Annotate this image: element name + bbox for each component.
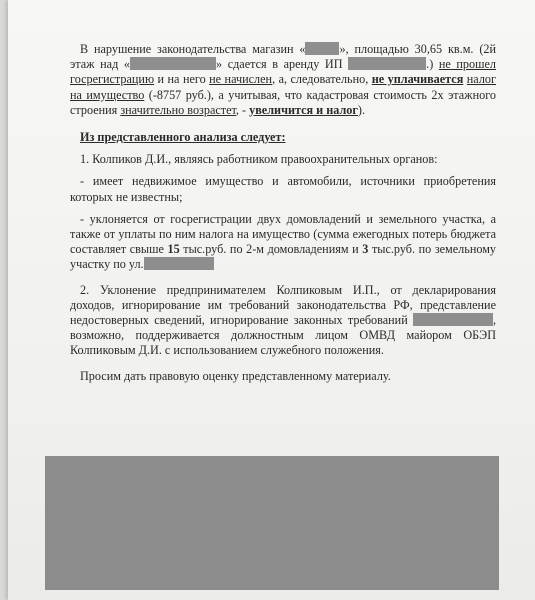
text-fragment: тыс.руб. по земельному участку по ул. xyxy=(70,242,497,272)
text-fragment: (-8757 руб.), а учитывая, что кадастровая стоимость 2х этажного строения xyxy=(70,87,497,117)
spacer xyxy=(70,359,496,369)
redaction-block xyxy=(348,57,426,70)
signature-redaction-block xyxy=(45,456,499,590)
text-fragment: - уклоняется от госрегистрации двух домовладений и земельного участка, а также от уплаты по ним налога на имущество (сумма ежегодных потерь бюджета составляет свыше xyxy=(70,211,496,257)
text-fragment: ). xyxy=(357,102,366,117)
text-fragment: В нарушение законодательства магазин « xyxy=(80,42,306,56)
emphasized-text: увеличится и налог xyxy=(249,102,358,117)
sub-item-tax-evasion xyxy=(70,212,496,273)
spacer xyxy=(70,205,496,212)
closing-request: Просим дать правовую оценку представленному материалу. xyxy=(80,368,391,383)
amount-value: 3 xyxy=(362,242,369,257)
underlined-text: налог на имущество xyxy=(70,72,496,102)
redaction-block xyxy=(305,42,339,55)
text-fragment: (2й этаж над « xyxy=(70,42,496,72)
text-fragment: 2. Уклонение предпринимателем Колпиковым И.П., от декларирования доходов, игнорирование им требований законодательства РФ, представление недостоверных сведений, игнорирование законных требований xyxy=(70,282,496,328)
letter-body xyxy=(70,42,496,384)
redaction-block xyxy=(144,257,214,270)
text-fragment: тыс.руб. по 2-м домовладениям и xyxy=(179,242,363,257)
paragraph-violation xyxy=(70,42,496,118)
text-fragment: », площадью 30,65 кв.м. xyxy=(339,42,474,56)
section-heading: Из представленного анализа следует: xyxy=(80,130,286,145)
spacer xyxy=(70,167,496,174)
spacer xyxy=(70,145,496,152)
text-fragment: и на него xyxy=(154,72,210,87)
underlined-text: госрегистрацию xyxy=(70,72,155,87)
text-fragment: , а, следовательно, xyxy=(272,72,372,87)
text-fragment: , возможно, поддерживается должностным лицом ОМВД майором ОБЭП Колпиковым Д.И. с использованием служебного положения. xyxy=(70,313,496,358)
sub-item-property: - имеет недвижимое имущество и автомобили, источники приобретения которых не известны; xyxy=(70,174,496,204)
underlined-text: значительно возрастет xyxy=(120,102,236,117)
emphasized-text: не уплачивается xyxy=(371,72,464,87)
text-fragment: » сдается в аренду ИП xyxy=(215,57,343,72)
underlined-text: не прошел xyxy=(438,57,496,72)
item-2 xyxy=(70,283,496,359)
redaction-block xyxy=(413,313,493,326)
item-1: 1. Колпиков Д.И., являясь работником правоохранительных органов: xyxy=(80,152,438,167)
spacer xyxy=(70,273,496,283)
redaction-block xyxy=(130,57,216,70)
underlined-text: не начислен xyxy=(209,72,273,87)
text-fragment: .) xyxy=(426,57,439,72)
document-page xyxy=(8,0,535,600)
amount-value: 15 xyxy=(167,242,180,257)
text-fragment: , - xyxy=(235,102,250,117)
